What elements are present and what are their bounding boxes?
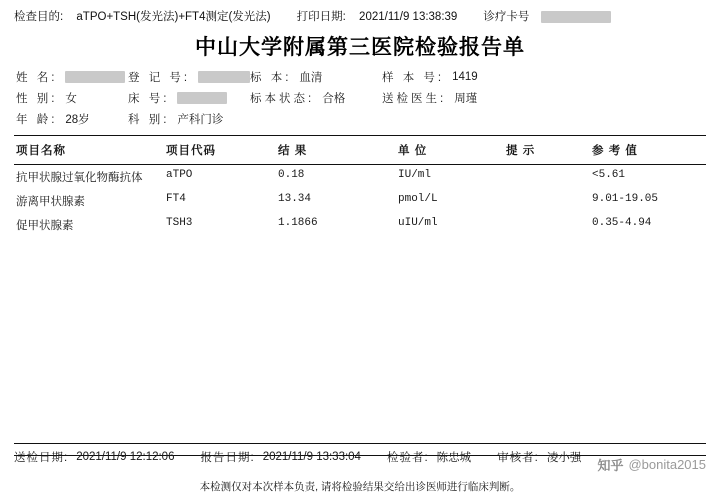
reviewer	[497, 449, 581, 465]
patient-name	[16, 69, 128, 85]
sample-number	[382, 69, 500, 85]
patient-age	[16, 111, 128, 127]
info-blank-1	[500, 69, 706, 85]
tester-signature: 陈忠城	[436, 452, 472, 464]
row-item-result: 1.1866	[278, 217, 318, 229]
sent-date-label: 送检日期:	[14, 452, 69, 464]
column-header-name: 项目名称	[14, 136, 166, 165]
row-item-code: FT4	[166, 193, 186, 205]
department	[128, 111, 250, 127]
footer-disclaimer: 本检测仅对本次样本负责, 请将检验结果交给出诊医师进行临床判断。	[199, 481, 521, 493]
patient-gender	[16, 90, 128, 106]
print-date-value: 2021/11/9 13:38:39	[359, 11, 458, 23]
registration-no-value-redacted	[198, 71, 250, 83]
table-header-row	[14, 136, 706, 165]
row-item-name: 抗甲状腺过氧化物酶抗体	[16, 172, 143, 184]
specimen-state-value: 合格	[322, 93, 346, 105]
exam-purpose	[14, 8, 271, 24]
table-row	[14, 189, 706, 213]
results-table	[14, 136, 706, 455]
report-date-label: 报告日期:	[200, 452, 255, 464]
sending-doctor-value: 周瑾	[454, 93, 478, 105]
bed-number-value-redacted	[177, 92, 227, 104]
table-spacer-cell	[14, 237, 706, 455]
row-item-code: aTPO	[166, 169, 193, 181]
tester	[387, 449, 471, 465]
row-item-reference: <5.61	[592, 169, 626, 181]
specimen-label: 标 本:	[250, 72, 292, 84]
treatment-card-label: 诊疗卡号	[483, 11, 530, 23]
row-item-name: 游离甲状腺素	[16, 196, 85, 208]
sample-number-label: 样 本 号:	[382, 72, 445, 84]
column-header-flag: 提 示	[506, 136, 592, 165]
sent-date-value: 2021/11/9 12:12:06	[76, 451, 175, 463]
info-blank-4	[382, 111, 500, 127]
reviewer-signature: 凌小强	[546, 452, 582, 464]
patient-age-value: 28岁	[65, 114, 90, 126]
sent-date	[14, 449, 174, 465]
row-item-flag	[506, 189, 592, 213]
patient-name-label: 姓 名:	[16, 72, 58, 84]
page-title: 中山大学附属第三医院检验报告单	[195, 35, 525, 59]
row-item-flag	[506, 165, 592, 190]
treatment-card	[483, 8, 610, 24]
patient-gender-value: 女	[65, 93, 77, 105]
sending-doctor-label: 送检医生:	[382, 93, 447, 105]
row-item-name: 促甲状腺素	[16, 220, 74, 232]
specimen-state	[250, 90, 382, 106]
specimen-value: 血清	[299, 72, 323, 84]
info-blank-2	[500, 90, 706, 106]
department-value: 产科门诊	[177, 114, 224, 126]
watermark	[597, 455, 706, 474]
registration-no	[128, 69, 250, 85]
row-item-reference: 9.01-19.05	[592, 193, 659, 205]
registration-no-label: 登 记 号:	[128, 72, 191, 84]
column-header-result: 结 果	[278, 136, 398, 165]
row-item-flag	[506, 213, 592, 237]
row-item-code: TSH3	[166, 217, 193, 229]
specimen	[250, 69, 382, 85]
row-item-unit: uIU/ml	[398, 217, 438, 229]
row-item-unit: IU/ml	[398, 169, 432, 181]
report-date	[200, 449, 360, 465]
results-table-body	[14, 165, 706, 456]
zhihu-logo-icon: 知乎	[597, 458, 624, 473]
row-item-result: 13.34	[278, 193, 312, 205]
results-table-head	[14, 136, 706, 165]
row-item-result: 0.18	[278, 169, 305, 181]
bed-number-label: 床 号:	[128, 93, 170, 105]
bed-number	[128, 90, 250, 106]
patient-info-grid	[14, 69, 706, 127]
exam-purpose-value: aTPO+TSH(发光法)+FT4测定(发光法)	[76, 11, 271, 23]
specimen-state-label: 标本状态:	[250, 93, 315, 105]
exam-purpose-label: 检查目的:	[14, 11, 64, 23]
patient-age-label: 年 龄:	[16, 114, 58, 126]
column-header-unit: 单 位	[398, 136, 506, 165]
department-label: 科 别:	[128, 114, 170, 126]
results-table-wrap	[14, 135, 706, 456]
sample-number-value: 1419	[452, 71, 478, 83]
tester-label: 检验者:	[386, 452, 429, 464]
table-empty-space	[14, 237, 706, 455]
patient-gender-label: 性 别:	[16, 93, 58, 105]
print-date	[297, 8, 458, 24]
table-row	[14, 165, 706, 190]
header-meta-row	[14, 0, 706, 26]
row-item-unit: pmol/L	[398, 193, 438, 205]
treatment-card-value-redacted	[541, 11, 611, 23]
watermark-username: @bonita2015	[628, 457, 706, 472]
info-blank-5	[500, 111, 706, 127]
info-blank-3	[250, 111, 382, 127]
sending-doctor	[382, 90, 500, 106]
patient-name-value-redacted	[65, 71, 125, 83]
column-header-code: 项目代码	[166, 136, 278, 165]
print-date-label: 打印日期:	[296, 11, 346, 23]
table-row	[14, 213, 706, 237]
column-header-reference: 参 考 值	[592, 136, 706, 165]
row-item-reference: 0.35-4.94	[592, 217, 652, 229]
report-date-value: 2021/11/9 13:33:04	[262, 451, 361, 463]
reviewer-label: 审核者:	[497, 452, 539, 464]
